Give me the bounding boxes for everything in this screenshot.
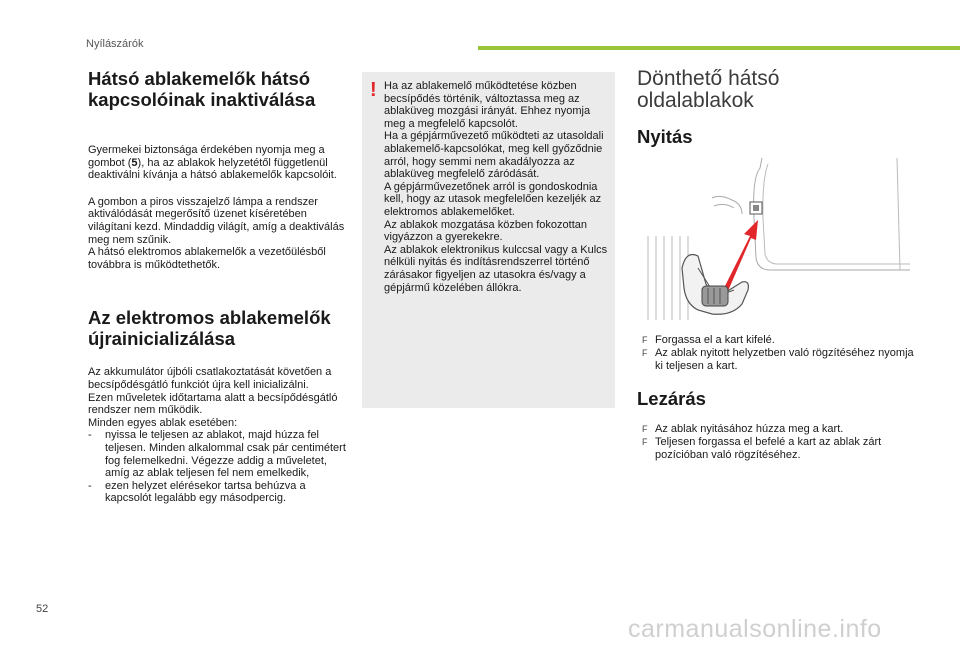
- warning-line: Az ablakok mozgatása közben fokozottan vigyázzon a gyerekekre.: [384, 218, 588, 244]
- paragraph-duration: Ezen műveletek időtartama alatt a becsípődésgátló rendszer nem működik.: [88, 391, 338, 417]
- section-title-tilt-windows: Dönthető hátsó oldalablakok: [637, 67, 780, 112]
- list-item: F Az ablak nyitásához húzza meg a kart.: [642, 423, 844, 435]
- paragraph-driver-seat: A hátsó elektromos ablakemelők a vezetőülésből továbbra is működtethetők.: [88, 246, 326, 271]
- paragraph-each-window: Minden egyes ablak esetében:: [88, 416, 238, 429]
- window-latch-illustration: [642, 158, 910, 320]
- section-header: Nyílászárók: [86, 38, 144, 50]
- close-steps-list: [642, 423, 922, 462]
- left-column: [88, 68, 346, 505]
- paragraph-battery: Az akkumulátor újbóli csatlakoztatását követően a becsípődésgátló funkciót újra kell inicializálni.: [88, 366, 332, 391]
- list-item: F Forgassa el a kart kifelé.: [642, 334, 775, 346]
- subtitle-open: Nyitás: [637, 126, 693, 147]
- watermark: carmanualsonline.info: [628, 615, 882, 643]
- warning-line: A gépjárművezetőnek arról is gondoskodnia kell, hogy az utasok megfelelően kezeljék az elektromos ablakemelőket.: [384, 180, 602, 218]
- warning-line: Ha az ablakemelő működtetése közben becsípődés történik, változtassa meg az ablaküveg mozgási irányát. Ehhez nyomja meg a megfelelő kapcsolót.: [384, 80, 591, 130]
- section-title-reinit: Az elektromos ablakemelők újrainicializálása: [88, 307, 331, 350]
- list-item: - ezen helyzet elérésekor tartsa behúzva a kapcsolót legalább egy másodpercig.: [88, 479, 306, 505]
- section-title-deactivation: Hátsó ablakemelők hátsó kapcsolóinak inaktiválása: [88, 68, 316, 110]
- list-item: - nyissa le teljesen az ablakot, majd húzza fel teljesen. Minden alkalommal csak pár centimétert fog felemelkedni. Végezze addig a műveletet, amíg az ablak teljesen fel nem emelkedik,: [88, 429, 346, 480]
- list-item: F Az ablak nyitott helyzetben való rögzítéséhez nyomja ki teljesen a kart.: [642, 347, 914, 372]
- right-column: [637, 68, 927, 148]
- header-accent-line: [478, 46, 960, 50]
- list-item: F Teljesen forgassa el befelé a kart az ablak zárt pozícióban való rögzítéséhez.: [642, 436, 882, 461]
- warning-line: Ha a gépjárművezető működteti az utasoldali ablakemelő-kapcsolókat, meg kell győződnie arról, hogy semmi nem akadályozza az ablaküveg megfelelő záródását.: [384, 130, 604, 181]
- subtitle-close: Lezárás: [637, 388, 706, 409]
- warning-text: [384, 80, 609, 294]
- page-number: 52: [36, 603, 49, 615]
- paragraph-child-safety: Gyermekei biztonsága érdekében nyomja meg a gombot (5), ha az ablakok helyzetétől függetlenül deaktiválni kívánja a hátsó ablakemelők kapcsolóit.: [88, 144, 337, 182]
- warning-exclamation-icon: !: [370, 79, 377, 101]
- paragraph-warning-lamp: A gombon a piros visszajelző lámpa a rendszer aktiválódását megerősítő üzenet kíséretében világítani kezd. Mindaddig világít, amíg a deaktiválás meg nem szűnik.: [88, 195, 345, 246]
- open-steps-list: [642, 334, 922, 373]
- warning-line: Az ablakok elektronikus kulccsal vagy a Kulcs nélküli nyitás és indításrendszerrel történő zárásakor figyeljen az utasokra és/vagy a gépjármű közelében állókra.: [384, 243, 608, 294]
